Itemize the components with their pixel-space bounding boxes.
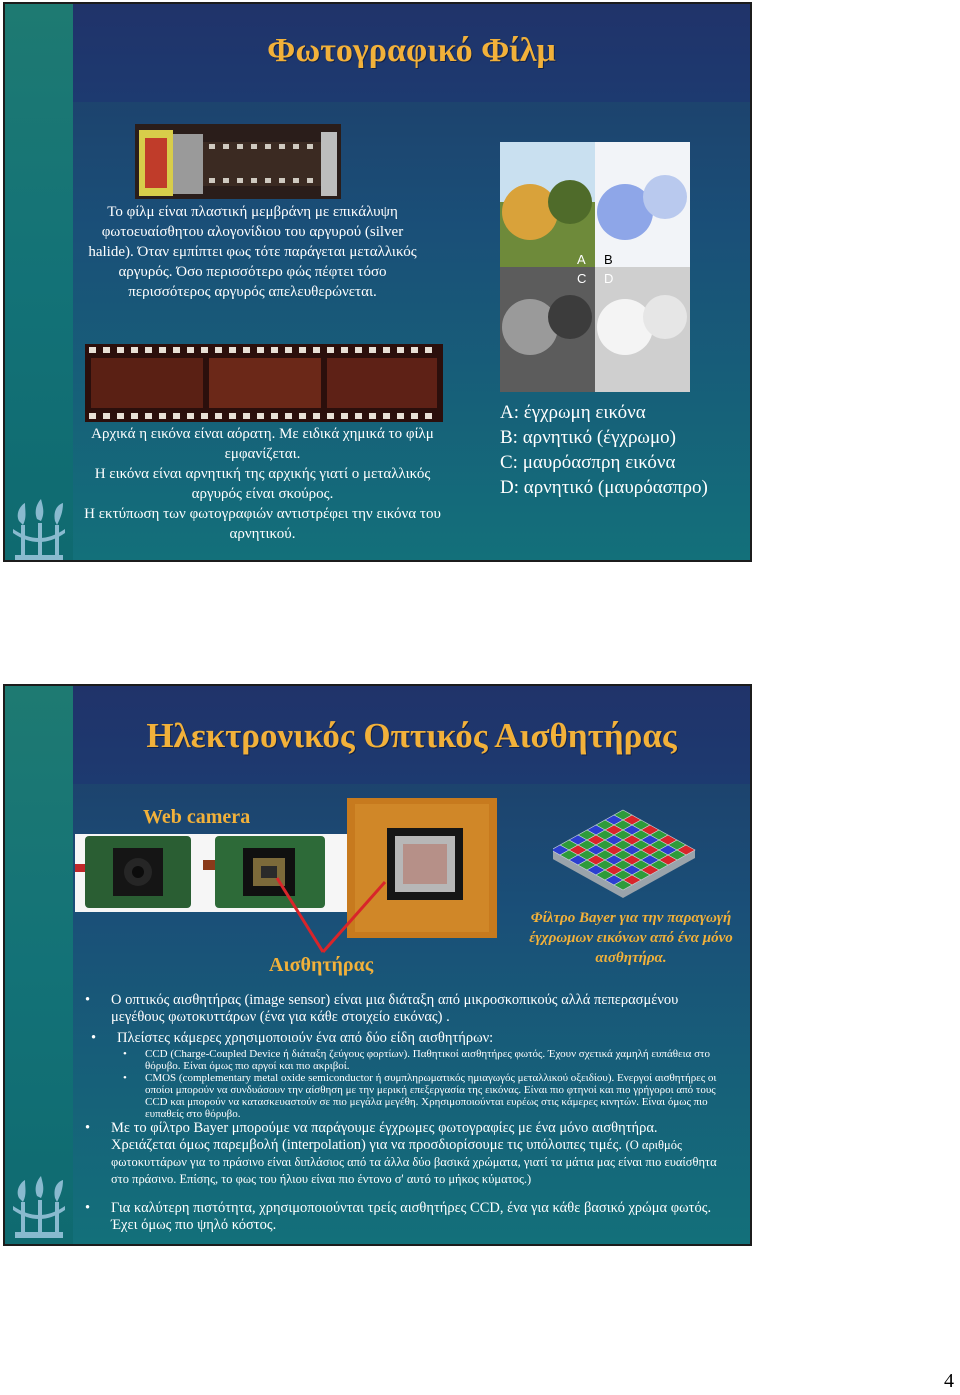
bayer-caption: Φίλτρο Bayer για την παραγωγή έγχρωμων εικόνων από ένα μόνο αισθητήρα. — [529, 910, 733, 966]
label-c: C — [577, 271, 587, 286]
webcam-label: Web camera — [143, 806, 251, 828]
bayer-filter-image — [553, 804, 713, 898]
university-logo-icon — [11, 499, 67, 562]
slide-film — [3, 2, 752, 562]
bullet-three-ccd: • Για καλύτερη πιστότητα, χρησιμοποιούνται τρείς αισθητήρες CCD, ένα για κάθε βασικό χρώμα φωτός. Έχει όμως πιο ψηλό κόστος. — [111, 1200, 721, 1234]
label-b: B — [604, 252, 613, 267]
slide-title: Ηλεκτρονικός Οπτικός Αισθητήρας — [146, 716, 677, 755]
bullet-sensor-types: • Πλείστες κάμερες χρησιμοποιούν ένα από δύο είδη αισθητήρων: — [117, 1030, 707, 1047]
sensor-pointer-arrows — [275, 876, 395, 956]
image-legend — [500, 400, 708, 500]
film-canister-image — [135, 124, 341, 199]
legend-b: B: αρνητικό (έγχρωμο) — [500, 427, 676, 448]
development-text — [75, 424, 450, 544]
slide-sensor — [3, 684, 752, 1246]
quad-comparison-image — [500, 142, 690, 392]
left-bar — [5, 4, 73, 560]
bayer-grid — [553, 810, 695, 898]
bullet-bayer-main: Με το φίλτρο Bayer μπορούμε να παράγουμε έγχρωμες φωτογραφίες με ένα μόνο αισθητήρα. Χρειάζεται όμως παρεμβολή (interpolation) για να προσδιορίσουμε τις υπόλοιπες τιμές. — [111, 1120, 658, 1153]
legend-d: D: αρνητικό (μαυρόασπρο) — [500, 477, 708, 498]
development-line-1: Αρχικά η εικόνα είναι αόρατη. Με ειδικά χημικά το φίλμ εμφανίζεται. — [91, 426, 434, 462]
label-a: A — [577, 252, 586, 267]
bullet-ccd: • CCD (Charge-Coupled Device ή διάταξη ζεύγους φορτίων). Παθητικοί αισθητήρες φωτός. Έχουν σχετικά χαμηλή ευπάθεια στο θόρυβο. Είναι όμως πιο αργοί και πιο ακριβοί. — [145, 1048, 735, 1072]
label-d: D — [604, 271, 614, 286]
left-bar — [5, 686, 73, 1244]
film-negative-strip-image — [85, 344, 443, 422]
legend-c: C: μαυρόασπρη εικόνα — [500, 452, 676, 473]
development-line-3: Η εκτύπωση των φωτογραφιών αντιστρέφει την εικόνα του αρνητικού. — [84, 506, 441, 542]
bullet-bayer-note: (Ο αριθμός φωτοκυττάρων για το πράσινο είναι διπλάσιος από τα άλλα δύο βασικά χρώματα, γιατί τα μάτια μας είναι πιο ευαίσθητα στο πράσινο. Επίσης, το φως του ήλιου είναι πιο έντονο σ' αυτό το μήκος κύματος.) — [111, 1138, 717, 1186]
bullet-image-sensor: • Ο οπτικός αισθητήρας (image sensor) είναι μια διάταξη από μικροσκοπικούς αλλά πεπερασμένου μεγέθους φωτοκυττάρων (ένα για κάθε στοιχείο εικόνας) . — [111, 992, 701, 1026]
bullet-bayer — [111, 1120, 721, 1188]
page-number: 4 — [944, 1370, 954, 1392]
university-logo-icon — [11, 1176, 67, 1240]
legend-a: A: έγχρωμη εικόνα — [500, 402, 646, 423]
film-description: Το φίλμ είναι πλαστική μεμβράνη με επικάλυψη φωτοευαίσθητου αλογονίδιου του αργυρού (silver halide). Όταν εμπίπτει φως τότε παράγεται μεταλλικός αργυρός. Όσο περισσότερο φώς πέφτει τόσο περισσότερος αργυρός απελευθερώνεται. — [88, 204, 417, 300]
bullet-cmos: • CMOS (complementary metal oxide semiconductor ή συμπληρωματικός ημιαγωγός μεταλλικού οξειδίου). Ενεργοί αισθητήρες οι οποίοι μπορούν να συνδυάσουν την αίσθηση με την μερική επεξεργασία της εικόνας. Είναι πιο φτηνοί και πιο γρήγοροι από τους CCD και μπορούν να κατασκευαστούν σε πιο μεγάλα μεγέθη. Χρησιμοποιούνται ευρέως στις κάμερες κινητών. Είναι όμως πιο ευπαθείς στο θόρυβο. — [145, 1072, 735, 1120]
development-line-2: Η εικόνα είναι αρνητική της αρχικής γιατί ο μεταλλικός αργυρός είναι σκούρος. — [94, 466, 431, 502]
slide-title: Φωτογραφικό Φίλμ — [267, 32, 556, 69]
sensor-label: Αισθητήρας — [269, 954, 374, 976]
